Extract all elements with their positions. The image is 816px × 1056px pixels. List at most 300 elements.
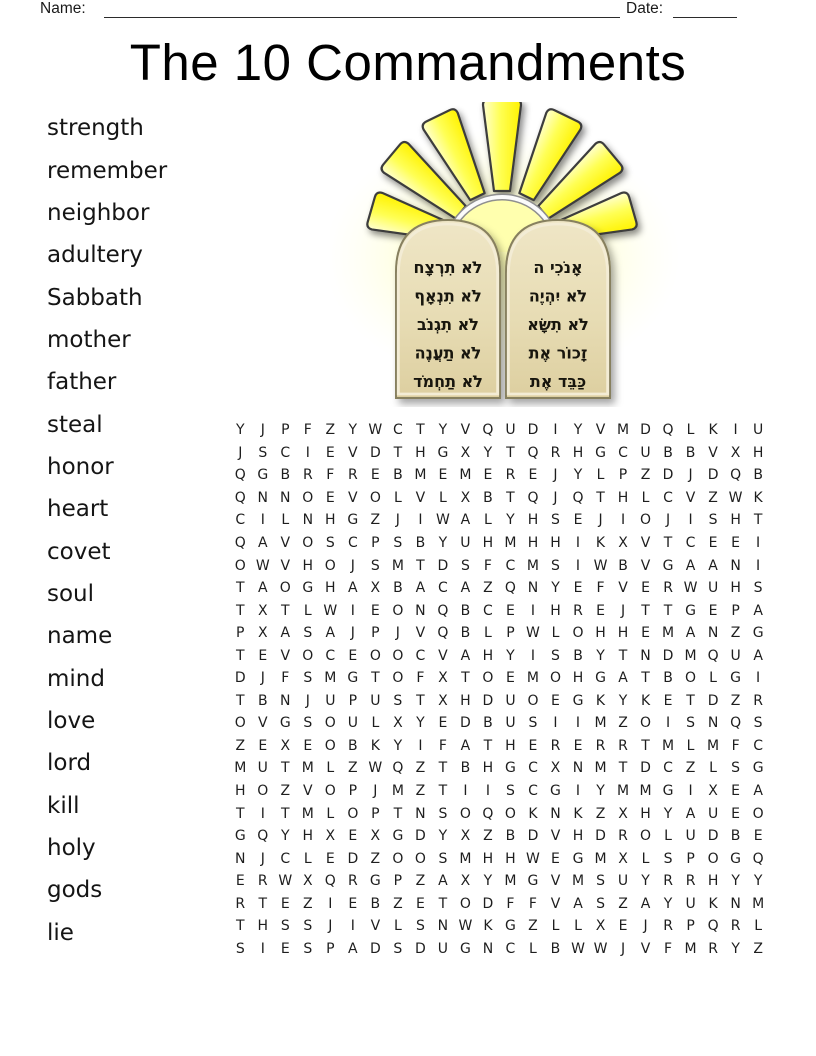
tablet-text-line: לֹא תַעֲנֶה: [414, 343, 482, 363]
grid-letter: G: [347, 512, 359, 529]
grid-letter: L: [686, 422, 695, 439]
grid-letter: O: [257, 783, 269, 800]
grid-letter: E: [573, 512, 583, 529]
name-blank-line: [104, 17, 620, 18]
grid-letter: W: [593, 940, 608, 957]
grid-letter: E: [641, 580, 650, 597]
grid-letter: H: [460, 692, 471, 709]
grid-letter: V: [280, 647, 291, 664]
grid-letter: E: [663, 692, 673, 709]
grid-letter: G: [302, 580, 314, 597]
grid-letter: L: [303, 602, 312, 619]
grid-letter: V: [460, 422, 471, 439]
grid-letter: E: [551, 692, 560, 709]
grid-letter: C: [347, 535, 358, 551]
grid-letter: G: [730, 670, 742, 687]
grid-letter: Q: [572, 489, 584, 506]
grid-letter: X: [257, 625, 268, 642]
grid-letter: B: [348, 737, 358, 754]
word-list-item: lord: [47, 750, 92, 777]
grid-letter: O: [234, 715, 246, 732]
grid-letter: L: [709, 670, 717, 687]
grid-letter: A: [753, 602, 763, 619]
grid-letter: P: [236, 625, 245, 642]
grid-letter: S: [393, 535, 403, 551]
grid-letter: I: [418, 512, 423, 529]
grid-letter: T: [281, 602, 290, 619]
grid-letter: U: [325, 692, 336, 709]
grid-letter: J: [598, 512, 603, 529]
grid-letter: E: [506, 602, 515, 619]
grid-letter: B: [257, 692, 268, 709]
grid-letter: E: [753, 828, 763, 845]
grid-letter: A: [348, 580, 358, 597]
word-list-item: name: [47, 623, 113, 650]
grid-letter: G: [459, 940, 471, 957]
grid-letter: Y: [348, 422, 358, 439]
grid-letter: Q: [437, 625, 449, 642]
grid-letter: L: [686, 737, 695, 754]
grid-letter: P: [393, 873, 403, 890]
grid-letter: U: [505, 422, 516, 439]
grid-letter: X: [730, 444, 741, 461]
grid-letter: M: [662, 625, 675, 642]
grid-letter: B: [685, 444, 696, 461]
grid-letter: G: [752, 625, 764, 642]
grid-letter: X: [460, 828, 471, 845]
grid-letter: Y: [416, 715, 425, 732]
grid-letter: E: [280, 895, 290, 912]
grid-letter: E: [596, 602, 605, 619]
grid-letter: Q: [437, 602, 449, 619]
grid-letter: B: [393, 467, 403, 484]
grid-letter: R: [573, 602, 583, 619]
grid-letter: D: [460, 715, 471, 732]
grid-letter: Z: [730, 692, 741, 709]
grid-letter: W: [278, 873, 293, 890]
grid-letter: N: [280, 489, 291, 506]
grid-letter: H: [325, 512, 336, 529]
grid-letter: G: [572, 692, 584, 709]
grid-letter: X: [438, 692, 448, 709]
grid-letter: B: [663, 670, 673, 687]
grid-letter: D: [662, 467, 674, 484]
grid-letter: A: [280, 625, 291, 642]
grid-letter: S: [686, 715, 696, 732]
grid-letter: R: [595, 737, 606, 754]
grid-letter: S: [551, 512, 560, 529]
grid-letter: P: [686, 850, 695, 867]
grid-letter: Z: [483, 580, 493, 597]
grid-letter: J: [260, 850, 265, 867]
grid-letter: F: [416, 670, 425, 687]
grid-letter: X: [280, 737, 291, 754]
grid-letter: Y: [753, 873, 763, 890]
grid-letter: Z: [483, 828, 493, 845]
grid-letter: M: [571, 873, 585, 890]
grid-letter: E: [731, 783, 741, 800]
word-list-item: lie: [47, 919, 74, 946]
grid-letter: H: [302, 828, 314, 845]
grid-letter: I: [733, 422, 738, 439]
grid-letter: T: [393, 444, 403, 461]
grid-letter: M: [414, 467, 427, 484]
grid-letter: E: [348, 647, 358, 664]
grid-letter: M: [684, 647, 697, 664]
grid-letter: A: [460, 737, 471, 754]
grid-letter: Q: [257, 828, 269, 845]
grid-letter: J: [260, 422, 265, 439]
grid-letter: H: [505, 737, 516, 754]
grid-letter: O: [685, 670, 697, 687]
grid-letter: C: [325, 647, 336, 664]
grid-letter: I: [620, 512, 626, 529]
grid-letter: O: [392, 602, 404, 619]
grid-letter: N: [707, 625, 719, 642]
tablet-text-line: לֹא תִנְאָף: [414, 286, 482, 306]
grid-letter: T: [416, 557, 425, 574]
grid-letter: S: [303, 625, 313, 642]
grid-letter: Z: [415, 783, 426, 800]
grid-letter: C: [280, 850, 291, 867]
grid-letter: M: [752, 895, 765, 912]
grid-letter: I: [756, 535, 761, 551]
grid-letter: N: [257, 489, 269, 506]
grid-letter: J: [643, 918, 648, 935]
grid-letter: A: [618, 670, 628, 687]
grid-letter: K: [595, 535, 606, 551]
grid-letter: Z: [235, 737, 246, 754]
grid-letter: Y: [731, 940, 740, 957]
grid-letter: X: [595, 918, 606, 935]
grid-letter: I: [350, 602, 355, 619]
grid-letter: Y: [438, 422, 448, 439]
grid-letter: R: [730, 918, 741, 935]
grid-letter: J: [350, 625, 355, 642]
grid-letter: A: [708, 557, 718, 574]
date-label: Date:: [626, 0, 664, 17]
grid-letter: R: [618, 737, 628, 754]
grid-letter: G: [550, 783, 561, 800]
grid-letter: G: [595, 444, 606, 461]
grid-letter: T: [371, 670, 380, 687]
grid-letter: I: [575, 783, 581, 800]
grid-letter: H: [302, 557, 314, 574]
grid-letter: E: [438, 715, 448, 732]
grid-letter: P: [281, 422, 290, 439]
grid-letter: H: [572, 444, 584, 461]
grid-letter: B: [393, 580, 403, 597]
grid-letter: O: [392, 647, 404, 664]
grid-letter: T: [235, 580, 245, 597]
grid-letter: D: [527, 422, 539, 439]
grid-letter: G: [752, 760, 764, 777]
grid-letter: S: [303, 918, 313, 935]
grid-letter: G: [662, 783, 674, 800]
grid-letter: S: [506, 783, 515, 800]
grid-letter: O: [527, 692, 539, 709]
grid-letter: O: [640, 715, 652, 732]
grid-letter: J: [688, 467, 693, 484]
grid-letter: H: [482, 850, 494, 867]
grid-letter: X: [618, 805, 628, 822]
grid-letter: K: [573, 805, 583, 822]
grid-letter: O: [392, 670, 404, 687]
grid-letter: F: [506, 895, 515, 912]
grid-letter: Q: [707, 918, 719, 935]
grid-letter: Z: [303, 895, 313, 912]
grid-letter: P: [348, 783, 358, 800]
grid-letter: J: [328, 918, 333, 935]
page-title: The 10 Commandments: [129, 34, 687, 91]
grid-letter: Z: [528, 918, 538, 935]
grid-letter: W: [323, 602, 338, 619]
grid-letter: T: [235, 805, 245, 822]
grid-letter: J: [553, 489, 558, 506]
grid-letter: C: [280, 444, 291, 461]
grid-letter: A: [415, 580, 426, 597]
grid-letter: Y: [618, 692, 628, 709]
grid-letter: Q: [234, 467, 246, 484]
grid-letter: T: [663, 535, 673, 551]
grid-letter: M: [526, 557, 539, 574]
grid-letter: N: [640, 647, 651, 664]
grid-letter: S: [258, 444, 268, 461]
grid-letter: W: [435, 512, 450, 529]
grid-letter: D: [234, 670, 246, 687]
grid-letter: W: [526, 850, 540, 867]
grid-letter: X: [550, 760, 561, 777]
grid-letter: I: [575, 535, 581, 551]
grid-letter: I: [553, 422, 558, 439]
grid-letter: A: [753, 647, 763, 664]
grid-letter: H: [482, 760, 494, 777]
grid-letter: E: [731, 805, 741, 822]
grid-letter: C: [438, 580, 448, 597]
grid-letter: E: [235, 873, 245, 890]
grid-letter: S: [528, 715, 538, 732]
grid-letter: T: [461, 670, 470, 687]
grid-letter: S: [460, 557, 470, 574]
tablet-text-line: לֹא תַחְמֹד: [413, 372, 483, 391]
grid-letter: R: [550, 737, 561, 754]
grid-letter: C: [528, 783, 538, 800]
grid-letter: I: [463, 783, 468, 800]
date-blank-line: [673, 17, 737, 18]
grid-letter: H: [527, 512, 539, 529]
grid-letter: M: [684, 940, 697, 957]
grid-letter: B: [483, 489, 493, 506]
grid-letter: O: [234, 557, 246, 574]
grid-letter: L: [641, 850, 650, 867]
grid-letter: U: [437, 940, 449, 957]
word-list-item: strength: [47, 115, 144, 142]
grid-letter: R: [663, 918, 673, 935]
grid-letter: H: [617, 489, 629, 506]
grid-letter: V: [438, 647, 448, 664]
grid-letter: M: [594, 715, 607, 732]
grid-letter: X: [460, 444, 471, 461]
grid-letter: E: [483, 467, 493, 484]
grid-letter: E: [551, 850, 560, 867]
grid-letter: N: [415, 602, 426, 619]
grid-letter: G: [257, 467, 269, 484]
grid-letter: S: [551, 557, 560, 574]
grid-letter: R: [257, 873, 268, 890]
grid-letter: M: [459, 467, 472, 484]
grid-letter: U: [707, 805, 719, 822]
grid-letter: G: [572, 850, 584, 867]
grid-letter: O: [302, 535, 314, 551]
grid-letter: O: [324, 783, 336, 800]
grid-letter: A: [685, 805, 696, 822]
grid-letter: Z: [730, 625, 741, 642]
grid-letter: V: [640, 557, 651, 574]
grid-letter: I: [350, 918, 355, 935]
grid-letter: B: [415, 535, 426, 551]
grid-letter: G: [347, 670, 359, 687]
grid-letter: M: [391, 783, 404, 800]
grid-letter: P: [371, 535, 380, 551]
grid-letter: M: [324, 670, 337, 687]
word-list-item: father: [47, 369, 117, 396]
grid-letter: F: [596, 580, 605, 597]
grid-letter: V: [280, 535, 291, 551]
grid-letter: M: [504, 873, 517, 890]
grid-letter: V: [415, 625, 426, 642]
grid-letter: F: [303, 422, 312, 439]
grid-letter: G: [685, 602, 696, 619]
grid-letter: H: [550, 535, 561, 551]
grid-letter: R: [302, 467, 313, 484]
grid-letter: C: [663, 489, 673, 506]
grid-letter: V: [640, 940, 651, 957]
grid-letter: Y: [731, 873, 740, 890]
grid-letter: R: [708, 940, 718, 957]
grid-letter: E: [708, 535, 718, 551]
grid-letter: Y: [393, 737, 403, 754]
grid-letter: R: [685, 873, 696, 890]
grid-letter: L: [596, 467, 605, 484]
grid-letter: P: [348, 692, 358, 709]
grid-letter: M: [301, 760, 314, 777]
grid-letter: K: [370, 737, 380, 754]
grid-letter: U: [685, 895, 696, 912]
grid-letter: D: [437, 557, 449, 574]
grid-letter: G: [279, 715, 291, 732]
grid-letter: W: [368, 422, 383, 439]
grid-letter: H: [572, 828, 584, 845]
grid-letter: E: [258, 647, 268, 664]
grid-letter: S: [370, 557, 380, 574]
grid-letter: B: [280, 467, 291, 484]
grid-letter: B: [483, 715, 493, 732]
grid-letter: L: [484, 512, 492, 529]
grid-letter: C: [685, 535, 696, 551]
grid-letter: L: [371, 715, 380, 732]
grid-letter: R: [347, 873, 358, 890]
grid-letter: K: [640, 692, 651, 709]
grid-letter: I: [260, 940, 265, 957]
grid-letter: O: [324, 737, 336, 754]
grid-letter: H: [640, 805, 651, 822]
grid-letter: R: [663, 580, 673, 597]
grid-letter: I: [418, 737, 423, 754]
grid-letter: C: [528, 760, 538, 777]
grid-letter: F: [528, 895, 537, 912]
grid-letter: O: [279, 580, 291, 597]
grid-letter: L: [438, 489, 447, 506]
grid-letter: V: [348, 489, 358, 506]
grid-letter: S: [303, 715, 313, 732]
grid-letter: S: [708, 512, 718, 529]
grid-letter: Y: [281, 828, 290, 845]
grid-letter: Y: [506, 647, 515, 664]
grid-letter: A: [438, 873, 448, 890]
word-list-item: heart: [47, 496, 109, 523]
tablet-text-line: לֹא תִרְצָח: [413, 258, 483, 277]
grid-letter: N: [730, 557, 741, 574]
tablet-text-line: לֹא יִהְיֶה: [528, 286, 588, 306]
grid-letter: Q: [504, 580, 516, 597]
grid-letter: E: [731, 535, 741, 551]
grid-letter: Q: [324, 873, 336, 890]
grid-letter: D: [347, 850, 359, 867]
grid-letter: S: [551, 647, 560, 664]
grid-letter: S: [325, 535, 335, 551]
grid-letter: Y: [483, 873, 493, 890]
grid-letter: F: [326, 467, 335, 484]
grid-letter: D: [414, 828, 426, 845]
grid-letter: S: [663, 850, 673, 867]
grid-letter: G: [527, 873, 539, 890]
grid-letter: E: [573, 580, 583, 597]
grid-letter: I: [260, 805, 265, 822]
grid-letter: A: [640, 895, 651, 912]
grid-letter: T: [753, 512, 763, 529]
grid-letter: X: [460, 873, 471, 890]
grid-letter: D: [640, 760, 651, 777]
grid-letter: H: [550, 602, 561, 619]
grid-letter: T: [663, 602, 673, 619]
grid-letter: O: [369, 489, 381, 506]
grid-letter: E: [415, 895, 425, 912]
grid-letter: H: [482, 647, 494, 664]
grid-letter: M: [707, 737, 720, 754]
grid-letter: V: [550, 828, 561, 845]
grid-letter: L: [754, 918, 763, 935]
grid-letter: C: [392, 422, 403, 439]
grid-letter: H: [752, 444, 764, 461]
grid-letter: X: [708, 783, 718, 800]
word-list-item: steal: [47, 411, 103, 438]
grid-letter: Q: [527, 489, 539, 506]
grid-letter: T: [393, 805, 403, 822]
grid-letter: L: [529, 940, 537, 957]
grid-letter: Q: [482, 422, 494, 439]
grid-letter: L: [664, 828, 672, 845]
grid-letter: M: [301, 805, 314, 822]
grid-letter: B: [730, 828, 741, 845]
grid-letter: O: [369, 647, 381, 664]
grid-letter: N: [280, 692, 291, 709]
grid-letter: M: [616, 422, 630, 439]
grid-letter: P: [686, 918, 695, 935]
grid-letter: Z: [618, 895, 628, 912]
grid-letter: Z: [280, 783, 291, 800]
grid-letter: E: [528, 467, 538, 484]
grid-letter: Y: [573, 422, 583, 439]
